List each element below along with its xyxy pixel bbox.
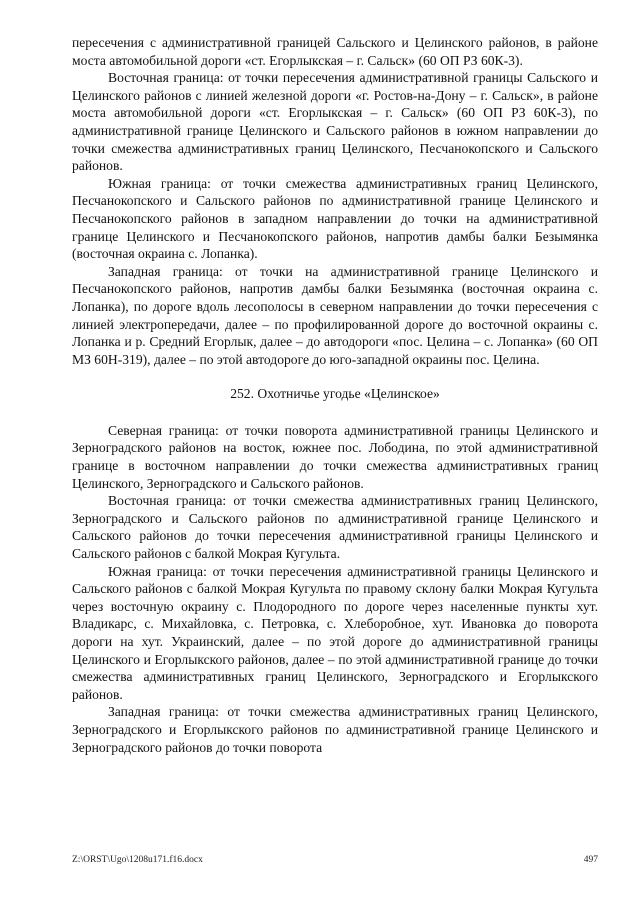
section-paragraph-west-border: Западная граница: от точки смежества административных границ Целинского, Зерноградского и Егорлыкского районов по административной границе Целинского и Зерноградского районов до точки поворота: [72, 704, 598, 755]
section-paragraph-north-border: Северная граница: от точки поворота административной границы Целинского и Зерноградского районов на восток, южнее пос. Лободина, по этой административной границе в восточном направлении до точки смежества административных границ Целинского, Зерноградского и Сальского районов.: [72, 422, 598, 491]
footer-file-path: Z:\ORST\Ugo\1208u171.f16.docx: [72, 855, 203, 865]
paragraph-west-border: Западная граница: от точки на административной границе Целинского и Песчанокопского районов, напротив дамбы балки Безымянка (восточная окраина с. Лопанка), по дороге вдоль лесополосы в северном направлении до точки пересечения с линией электропередачи, далее – по профилированной дороге до восточной окраины с. Лопанка и р. Средний Егорлык, далее – до автодороги «пос. Целина – с. Лопанка» (60 ОП МЗ 60Н-319), далее – по этой автодороге до юго-западной окраины пос. Целина.: [72, 263, 598, 367]
section-paragraph-south-border: Южная граница: от точки пересечения административной границы Целинского и Сальского районов с балкой Мокрая Кугульта по правому склону балки Мокрая Кугульта через восточную окраину с. Плодородного по дороге через населенные пункты хут. Владикарс, с. Михайловка, с. Петровка, с. Хлеборобное, хут. Ивановка до поворота дороги на хут. Украинский, далее – по этой дороге до административной границы Целинского и Егорлыкского районов, далее – по этой административной границе до точки смежества административных границ Целинского, Зерноградского и Егорлыкского районов.: [72, 563, 598, 702]
paragraph-east-border: Восточная граница: от точки пересечения административной границы Сальского и Целинского районов с линией железной дороги «г. Ростов-на-Дону – г. Сальск», в районе моста автомобильной дороги «ст. Егорлыкская – г. Сальск» (60 ОП РЗ 60К-3), по административной границе Целинского и Сальского районов в южном направлении до точки смежества административных границ Целинского, Песчанокопского и Сальского районов.: [72, 70, 598, 174]
section-heading: 252. Охотничье угодье «Целинское»: [230, 386, 440, 402]
document-page: [72, 34, 598, 756]
footer-page-number: 497: [583, 855, 598, 865]
paragraph-continuation: пересечения с административной границей Сальского и Целинского районов, в районе моста автомобильной дороги «ст. Егорлыкская – г. Сальск» (60 ОП РЗ 60К-3).: [72, 35, 598, 68]
section-paragraph-east-border: Восточная граница: от точки смежества административных границ Целинского, Зерноградского и Сальского районов по административной границе Целинского и Сальского районов до точки пересечения административной границы Целинского и Сальского районов с балкой Мокрая Кугульта.: [72, 493, 598, 562]
paragraph-south-border: Южная граница: от точки смежества административных границ Целинского, Песчанокопского и Сальского районов по административной границе Целинского и Песчанокопского районов в западном направлении до точки на административной границе Целинского и Песчанокопского районов, напротив дамбы балки Безымянка (восточная окраина с. Лопанка).: [72, 175, 598, 262]
